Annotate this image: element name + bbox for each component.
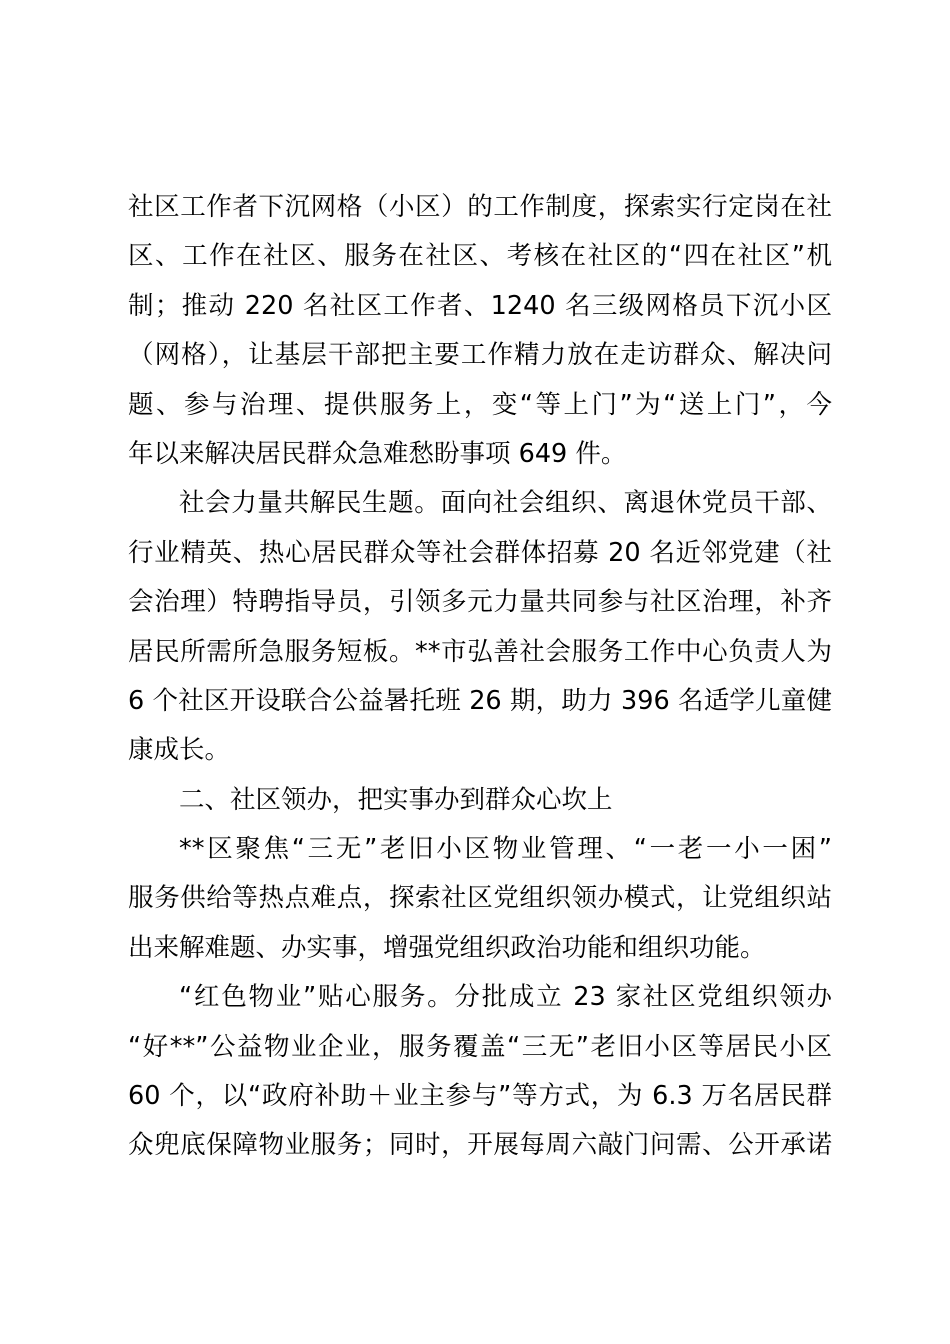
text-line: 出来解难题、办实事，增强党组织政治功能和组织功能。 xyxy=(128,932,766,963)
text-line: 社会力量共解民生题。面向社会组织、离退休党员干部、 xyxy=(179,488,832,519)
text-line: 服务供给等热点难点，探索社区党组织领办模式，让党组织站 xyxy=(128,883,832,914)
text-line: 众兜底保障物业服务；同时，开展每周六敲门问需、公开承诺 xyxy=(128,1130,832,1161)
text-line: 60 个，以“政府补助＋业主参与”等方式，为 6.3 万名居民群 xyxy=(128,1081,832,1112)
text-line: 区、工作在社区、服务在社区、考核在社区的“四在社区”机 xyxy=(128,241,832,272)
document-body xyxy=(128,183,832,1171)
text-line: 制；推动 220 名社区工作者、1240 名三级网格员下沉小区 xyxy=(128,290,832,321)
text-line: 会治理）特聘指导员，引领多元力量共同参与社区治理，补齐 xyxy=(128,587,832,618)
section-heading xyxy=(128,776,832,825)
text-line: 康成长。 xyxy=(128,735,231,766)
text-line: 居民所需所急服务短板。**市弘善社会服务工作中心负责人为 xyxy=(128,636,832,667)
text-line: **区聚焦“三无”老旧小区物业管理、“一老一小一困” xyxy=(179,834,832,865)
paragraph-social-forces xyxy=(128,479,832,775)
paragraph-grid-workers xyxy=(128,183,832,479)
text-line: （网格），让基层干部把主要工作精力放在走访群众、解决问 xyxy=(128,340,832,371)
text-line: 社区工作者下沉网格（小区）的工作制度，探索实行定岗在社 xyxy=(128,192,832,222)
text-line: 行业精英、热心居民群众等社会群体招募 20 名近邻党建（社 xyxy=(128,537,832,568)
paragraph-community-led xyxy=(128,825,832,973)
text-line: “红色物业”贴心服务。分批成立 23 家社区党组织领办 xyxy=(179,982,832,1013)
text-line: “好**”公益物业企业，服务覆盖“三无”老旧小区等居民小区 xyxy=(128,1031,832,1062)
heading-line: 二、社区领办，把实事办到群众心坎上 xyxy=(179,784,613,815)
paragraph-red-property xyxy=(128,973,832,1171)
text-line: 6 个社区开设联合公益暑托班 26 期，助力 396 名适学儿童健 xyxy=(128,685,832,716)
text-line: 年以来解决居民群众急难愁盼事项 649 件。 xyxy=(128,438,627,469)
text-line: 题、参与治理、提供服务上，变“等上门”为“送上门”，今 xyxy=(128,389,832,420)
